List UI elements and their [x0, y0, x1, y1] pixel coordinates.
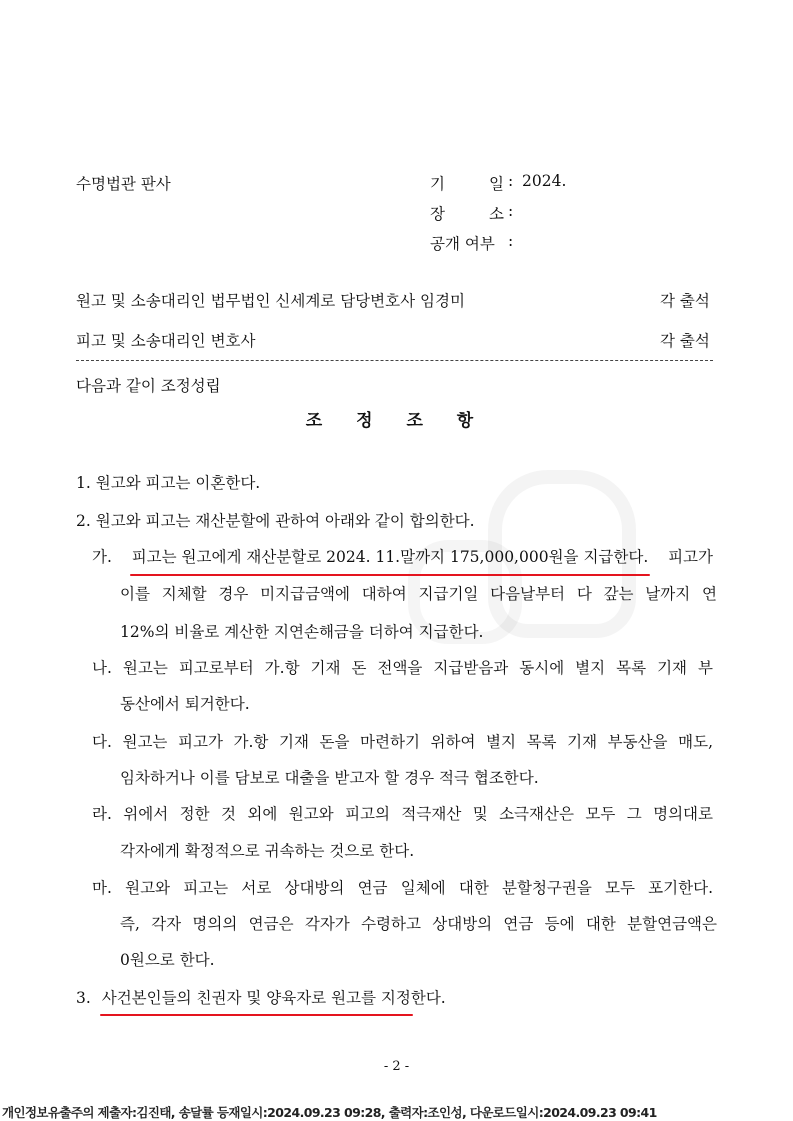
intro-text: 다음과 같이 조정성립 [76, 377, 221, 395]
clause-ra-line1: 라. 위에서 정한 것 외에 원고와 피고의 적극재산 및 소극재산은 모두 그 명의대로 [92, 805, 713, 823]
clause-ga-rest: 피고가 [668, 548, 713, 566]
defendant-status: 각 출석 [660, 332, 710, 350]
clause-ma-line1: 마. 원고와 피고는 서로 상대방의 연금 일체에 대한 분할청구권을 모두 포기한다. [92, 879, 713, 897]
clause-da-line2: 임차하거나 이를 담보로 대출을 받고자 할 경우 적극 협조한다. [120, 769, 539, 787]
clause-na-line2: 동산에서 퇴거한다. [120, 695, 250, 713]
clause-ra-line2: 각자에게 확정적으로 귀속하는 것으로 한다. [120, 842, 415, 860]
place-separator: : [508, 202, 514, 220]
clause-ma-line2: 즉, 각자 명의의 연금은 각자가 수령하고 상대방의 연금 등에 대한 분할연금액은 [120, 915, 717, 933]
clause-ga-line1 [92, 545, 713, 567]
clause-3-prefix: 3. [76, 989, 91, 1007]
clause-ga-underlined: 피고는 원고에게 재산분할로 2024. 11.말까지 175,000,000원을 지급한다. [132, 545, 649, 567]
date-separator: : [508, 172, 514, 190]
plaintiff-party: 원고 및 소송대리인 법무법인 신세계로 담당변호사 임경미 [76, 292, 465, 310]
clause-3-suffix: 한다. [410, 989, 446, 1007]
public-label: 공개 여부 [430, 235, 495, 253]
document-title: 조 정 조 항 [305, 411, 488, 431]
judge-label: 수명법관 판사 [76, 175, 171, 193]
defendant-party: 피고 및 소송대리인 변호사 [76, 332, 256, 350]
dashed-divider [76, 360, 713, 361]
date-label: 기 일 [430, 175, 504, 193]
footer-notice: 개인정보유출주의 제출자:김진태, 송달률 등재일시:2024.09.23 09:28, 출력자:조인성, 다운로드일시:2024.09.23 09:41 [2, 1105, 657, 1120]
clause-3-underlined: 사건본인들의 친권자 및 양육자로 원고를 지정 [101, 989, 411, 1007]
place-label: 장 소 [430, 205, 504, 223]
clause-2: 2. 원고와 피고는 재산분할에 관하여 아래와 같이 합의한다. [76, 512, 475, 530]
page-number: - 2 - [383, 1059, 410, 1074]
clause-da-line1: 다. 원고는 피고가 가.항 기재 돈을 마련하기 위하여 별지 목록 기재 부동산을 매도, [92, 733, 713, 751]
clause-ga-line2: 이를 지체할 경우 미지급금액에 대하여 지급기일 다음날부터 다 갚는 날까지 연 [120, 585, 717, 603]
plaintiff-status: 각 출석 [660, 292, 710, 310]
clause-3 [76, 986, 446, 1008]
clause-ga-line3: 12%의 비율로 계산한 지연손해금을 더하여 지급한다. [120, 623, 484, 641]
clause-na-line1: 나. 원고는 피고로부터 가.항 기재 돈 전액을 지급받음과 동시에 별지 목록 기재 부 [92, 659, 713, 677]
clause-1: 1. 원고와 피고는 이혼한다. [76, 474, 261, 492]
clause-ma-line3: 0원으로 한다. [120, 951, 215, 969]
clause-ga-prefix: 가. [92, 548, 112, 566]
date-value: 2024. [522, 172, 567, 190]
public-separator: : [508, 232, 514, 250]
